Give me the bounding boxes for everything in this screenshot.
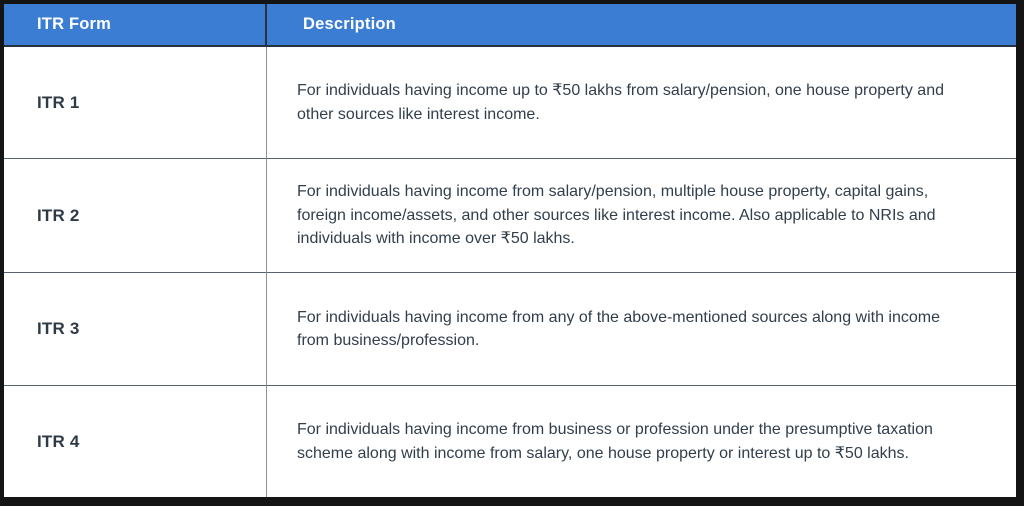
table-row-itr3-description-cell	[267, 273, 1016, 386]
table-row-itr3-form-cell	[4, 273, 267, 386]
form-label: ITR 3	[37, 319, 80, 338]
column-header-description	[267, 4, 1016, 47]
form-label: ITR 4	[37, 431, 80, 451]
description-text: For individuals having income up to ₹50 lakhs from salary/pension, one house property and other sources like interest income.	[297, 82, 944, 123]
table-row-itr4-description-cell	[267, 386, 1016, 497]
column-header-description-label: Description	[303, 15, 396, 33]
table-row-itr1-form-cell	[4, 47, 267, 159]
column-header-itr-form	[4, 4, 267, 47]
form-label: ITR 2	[37, 205, 80, 225]
description-text: For individuals having income from any of the above-mentioned sources along with income from business/profession.	[297, 308, 941, 349]
column-header-itr-form-label: ITR Form	[37, 15, 112, 33]
table-row-itr1-description-cell	[267, 47, 1016, 159]
table-grid	[4, 4, 1016, 497]
description-text: For individuals having income from salary/pension, multiple house property, capital gains, foreign income/assets, and other sources like interest income. Also applicable to NRIs and individuals with income over ₹50 lakhs.	[297, 183, 936, 248]
table-row-itr4-form-cell	[4, 386, 267, 497]
form-label: ITR 1	[37, 92, 80, 112]
description-text: For individuals having income from business or profession under the presumptive taxation scheme along with income from salary, one house property or interest up to ₹50 lakhs.	[297, 421, 933, 462]
table-row-itr2-form-cell	[4, 159, 267, 273]
table-row-itr2-description-cell	[267, 159, 1016, 273]
